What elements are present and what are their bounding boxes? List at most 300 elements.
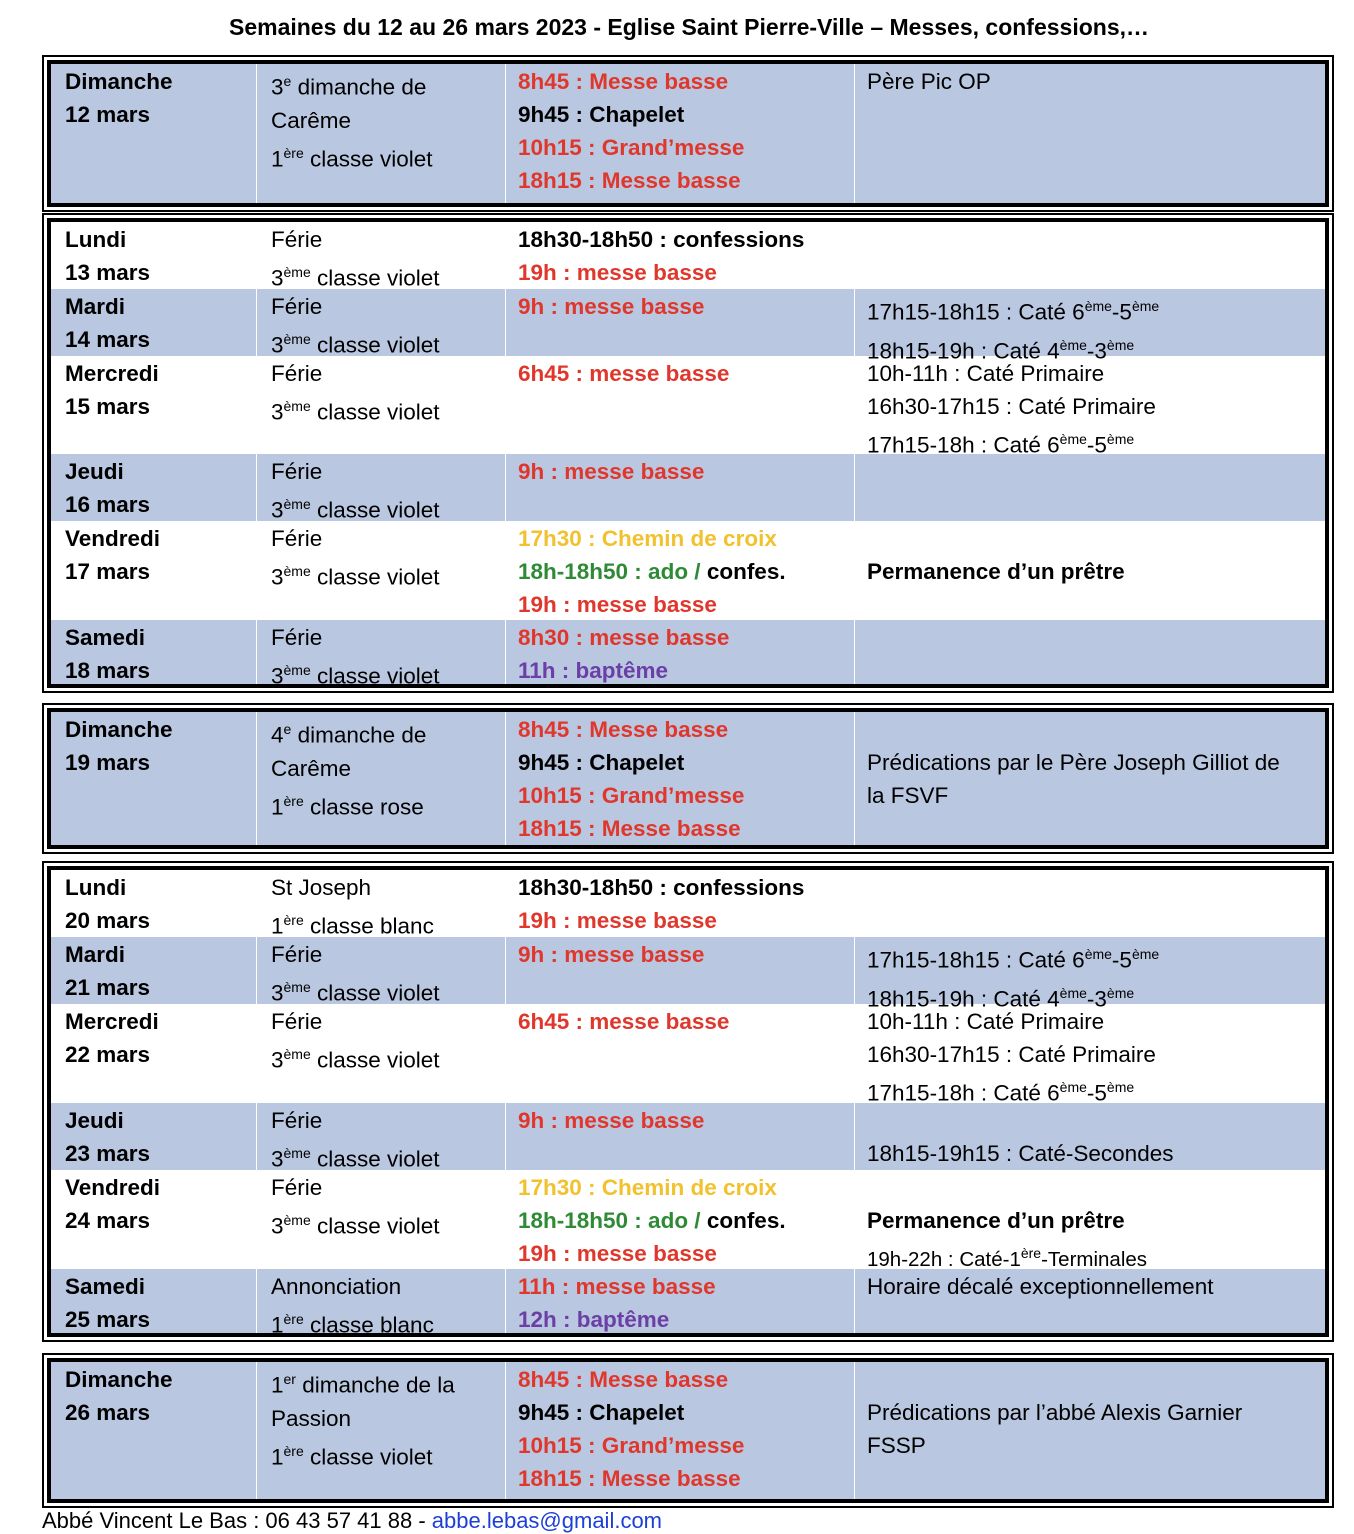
liturgy-line <box>271 223 505 256</box>
liturgy-line <box>271 65 505 104</box>
line-text: 19h-22h : Caté-1 <box>867 1247 1021 1271</box>
schedule-item <box>518 654 854 687</box>
day-date: 19 mars <box>65 750 151 775</box>
line-text: classe violet <box>310 1047 440 1073</box>
liturgy-line <box>271 290 505 323</box>
schedule-text: 18h30-18h50 : confessions <box>518 227 805 252</box>
liturgy-cell <box>256 1004 505 1103</box>
line-text: classe violet <box>303 146 433 171</box>
day-date: 26 mars <box>65 1400 151 1425</box>
day-name: Jeudi <box>65 459 124 484</box>
schedule-text: 18h-18h50 : ado / <box>518 1208 707 1233</box>
liturgy-cell <box>256 712 505 849</box>
day-date: 13 mars <box>65 260 151 285</box>
line-text: Férie <box>271 526 323 551</box>
line-text: 3 <box>271 74 284 100</box>
week-section <box>42 703 1334 854</box>
schedule-cell <box>505 870 854 937</box>
note-line <box>867 779 1325 812</box>
schedule-text: 10h15 : Grand’messe <box>518 135 745 160</box>
line-text: 1 <box>271 146 284 171</box>
line-text: Horaire décalé exceptionnellement <box>867 1274 1214 1299</box>
day-row <box>51 712 1325 849</box>
line-text: 3 <box>271 1213 284 1239</box>
day-cell <box>51 521 256 620</box>
schedule-cell <box>505 1269 854 1337</box>
schedule-text: 9h45 : Chapelet <box>518 750 685 775</box>
schedule-text: 17h30 : Chemin de croix <box>518 526 777 551</box>
line-text: St Joseph <box>271 875 372 900</box>
section-inner <box>47 1358 1329 1503</box>
schedule-item <box>518 871 854 904</box>
schedule-item <box>518 131 854 164</box>
superscript: ère <box>283 912 304 928</box>
schedule-item <box>518 1363 854 1396</box>
line-text: 3 <box>271 1146 284 1172</box>
schedule-text: 12h : baptême <box>518 1307 670 1332</box>
line-text: 3 <box>271 564 284 590</box>
line-text: Férie <box>271 294 323 319</box>
superscript: ème <box>283 1046 311 1062</box>
schedule-cell <box>505 1004 854 1103</box>
schedule-item <box>518 256 854 289</box>
line-text: Férie <box>271 625 323 650</box>
notes-cell <box>854 937 1325 1011</box>
line-text: 1 <box>271 794 284 819</box>
footer-email-link[interactable]: abbe.lebas@gmail.com <box>431 1508 663 1533</box>
schedule-cell <box>505 356 854 454</box>
week-section <box>42 1353 1334 1508</box>
superscript: ème <box>1059 1079 1087 1095</box>
line-text: 4 <box>271 722 284 748</box>
superscript: er <box>283 1371 296 1387</box>
schedule-item <box>518 98 854 131</box>
day-row <box>51 222 1325 289</box>
line-text: classe violet <box>310 399 440 425</box>
line-text: classe violet <box>310 980 440 1006</box>
liturgy-line <box>271 871 505 904</box>
line-text: dimanche de <box>291 722 427 748</box>
schedule-text: 9h45 : Chapelet <box>518 1400 685 1425</box>
liturgy-line <box>271 752 505 785</box>
superscript: ère <box>1020 1245 1042 1261</box>
day-cell <box>51 620 256 688</box>
schedule-text: 9h : messe basse <box>518 459 705 484</box>
schedule-text: 17h30 : Chemin de croix <box>518 1175 777 1200</box>
note-line <box>867 555 1325 588</box>
schedule-text: 18h15 : Messe basse <box>518 1466 741 1491</box>
line-text: 1 <box>271 1444 284 1469</box>
superscript: ème <box>1106 336 1135 353</box>
schedule-item <box>518 555 854 588</box>
liturgy-cell <box>256 1362 505 1503</box>
day-row <box>51 1170 1325 1269</box>
line-text: 3 <box>271 1047 284 1073</box>
superscript: ème <box>283 398 311 414</box>
schedule-text: 9h : messe basse <box>518 294 705 319</box>
day-date: 23 mars <box>65 1141 151 1166</box>
schedule-item <box>518 1303 854 1336</box>
day-row <box>51 620 1325 688</box>
day-row <box>51 289 1325 363</box>
line-text: Férie <box>271 1009 323 1034</box>
day-name: Lundi <box>65 875 127 900</box>
liturgy-line <box>271 1303 505 1337</box>
superscript: ème <box>1084 946 1112 962</box>
superscript: ème <box>283 662 311 678</box>
schedule-text: 8h30 : messe basse <box>518 625 730 650</box>
schedule-text: 19h : messe basse <box>518 260 717 285</box>
liturgy-cell <box>256 620 505 688</box>
day-row <box>51 521 1325 620</box>
day-name: Dimanche <box>65 69 173 94</box>
line-text: Prédications par le Père Joseph Gilliot de <box>867 750 1280 775</box>
schedule-item <box>518 746 854 779</box>
liturgy-cell <box>256 870 505 937</box>
schedule-cell <box>505 1362 854 1503</box>
schedule-item <box>518 1270 854 1303</box>
schedule-cell <box>505 1170 854 1269</box>
notes-cell <box>854 1269 1325 1337</box>
line-text: 16h30-17h15 : Caté Primaire <box>867 394 1156 419</box>
schedule-item <box>518 812 854 845</box>
superscript: ème <box>1106 431 1135 447</box>
line-text: Annonciation <box>271 1274 402 1299</box>
note-line <box>867 1204 1325 1237</box>
day-row <box>51 937 1325 1011</box>
day-date: 22 mars <box>65 1042 151 1067</box>
note-line <box>867 1270 1325 1303</box>
section-inner <box>47 866 1329 1337</box>
day-row <box>51 454 1325 521</box>
schedule-text: 10h15 : Grand’messe <box>518 783 745 808</box>
day-name: Dimanche <box>65 717 173 742</box>
schedule-item <box>518 65 854 98</box>
superscript: ème <box>1131 946 1160 962</box>
schedule-text: 19h : messe basse <box>518 592 717 617</box>
liturgy-line <box>271 455 505 488</box>
liturgy-cell <box>256 521 505 620</box>
line-text <box>867 526 873 551</box>
line-text: Permanence d’un prêtre <box>867 559 1125 584</box>
line-text: classe violet <box>310 1213 440 1239</box>
line-text: classe violet <box>310 1146 440 1172</box>
line-text: 16h30-17h15 : Caté Primaire <box>867 1042 1156 1067</box>
superscript: ème <box>283 331 311 347</box>
line-text: Férie <box>271 227 323 252</box>
line-text: Férie <box>271 459 323 484</box>
line-text <box>867 717 873 742</box>
notes-cell <box>854 620 1325 688</box>
day-cell <box>51 1004 256 1103</box>
superscript: ème <box>1059 336 1087 353</box>
superscript: ème <box>1084 298 1112 314</box>
line-text: -5 <box>1086 432 1107 458</box>
notes-cell <box>854 1362 1325 1503</box>
liturgy-cell <box>256 1103 505 1170</box>
schedule-text: 8h45 : Messe basse <box>518 69 729 94</box>
superscript: ème <box>283 496 311 512</box>
day-row <box>51 1269 1325 1337</box>
line-text: classe violet <box>310 497 440 523</box>
schedule-cell <box>505 64 854 207</box>
liturgy-line <box>271 1270 505 1303</box>
day-name: Vendredi <box>65 526 161 551</box>
line-text: 10h-11h : Caté Primaire <box>867 361 1105 386</box>
schedule-item <box>518 1005 854 1038</box>
note-line <box>867 1104 1325 1137</box>
schedule-item <box>518 938 854 971</box>
day-date: 15 mars <box>65 394 151 419</box>
superscript: ème <box>283 264 311 280</box>
line-text: classe violet <box>303 1444 433 1469</box>
line-text: 3 <box>271 265 284 291</box>
liturgy-line <box>271 522 505 555</box>
schedule-text: 19h : messe basse <box>518 1241 717 1266</box>
day-name: Vendredi <box>65 1175 161 1200</box>
line-text: 10h-11h : Caté Primaire <box>867 1009 1105 1034</box>
day-cell <box>51 222 256 289</box>
day-cell <box>51 356 256 454</box>
schedule-cell <box>505 937 854 1004</box>
day-cell <box>51 1269 256 1337</box>
schedule-text: 11h : baptême <box>518 658 669 683</box>
schedule-text: 18h30-18h50 : confessions <box>518 875 805 900</box>
liturgy-line <box>271 1171 505 1204</box>
schedule-item <box>518 1237 854 1270</box>
day-row <box>51 64 1325 207</box>
note-line <box>867 1171 1325 1204</box>
liturgy-line <box>271 1204 505 1243</box>
day-date: 18 mars <box>65 658 151 683</box>
line-text: 17h15-18h15 : Caté 6 <box>867 947 1085 973</box>
day-date: 16 mars <box>65 492 151 517</box>
note-line <box>867 1429 1325 1462</box>
line-text: 3 <box>271 980 284 1006</box>
superscript: e <box>283 73 292 89</box>
notes-cell <box>854 1170 1325 1269</box>
superscript: ème <box>283 563 311 579</box>
day-cell <box>51 937 256 1004</box>
line-text: Férie <box>271 1175 323 1200</box>
line-text: classe violet <box>310 663 440 688</box>
day-cell <box>51 1362 256 1503</box>
note-line <box>867 65 1325 98</box>
line-text: dimanche de la <box>295 1372 455 1398</box>
liturgy-cell <box>256 222 505 289</box>
schedule-item <box>518 904 854 937</box>
line-text: 17h15-18h : Caté 6 <box>867 432 1060 458</box>
note-line <box>867 938 1325 977</box>
day-date: 20 mars <box>65 908 151 933</box>
schedule-item <box>518 1462 854 1495</box>
note-line <box>867 357 1325 390</box>
line-text: 3 <box>271 497 284 523</box>
day-row <box>51 356 1325 458</box>
notes-cell <box>854 454 1325 521</box>
schedule-item <box>518 713 854 746</box>
note-line <box>867 746 1325 779</box>
schedule-item <box>518 1396 854 1429</box>
notes-cell <box>854 222 1325 289</box>
liturgy-line <box>271 621 505 654</box>
liturgy-line <box>271 938 505 971</box>
superscript: ère <box>283 144 304 161</box>
line-text: Permanence d’un prêtre <box>867 1208 1125 1233</box>
schedule-item <box>518 223 854 256</box>
schedule-item <box>518 588 854 621</box>
liturgy-line <box>271 654 505 688</box>
liturgy-line <box>271 357 505 390</box>
notes-cell <box>854 1103 1325 1170</box>
schedule-item <box>518 357 854 390</box>
day-date: 14 mars <box>65 327 151 352</box>
line-text: 18h15-19h15 : Caté-Secondes <box>867 1141 1174 1166</box>
day-cell <box>51 454 256 521</box>
line-text: 3 <box>271 399 284 425</box>
note-line <box>867 1038 1325 1071</box>
line-text: FSSP <box>867 1433 926 1458</box>
line-text: classe blanc <box>303 913 434 939</box>
day-cell <box>51 712 256 849</box>
schedule-item <box>518 522 854 555</box>
week-section <box>42 861 1334 1342</box>
schedule-text: 18h15 : Messe basse <box>518 168 741 193</box>
schedule-cell <box>505 289 854 356</box>
liturgy-line <box>271 555 505 594</box>
schedule-cell <box>505 454 854 521</box>
day-cell <box>51 870 256 937</box>
line-text: Férie <box>271 1108 323 1133</box>
line-text: 18h15-19h : Caté 4 <box>867 986 1060 1011</box>
day-date: 21 mars <box>65 975 151 1000</box>
liturgy-line <box>271 1363 505 1402</box>
liturgy-line <box>271 1104 505 1137</box>
note-line <box>867 1396 1325 1429</box>
schedule-item <box>518 1429 854 1462</box>
day-cell <box>51 1170 256 1269</box>
schedule-text: 18h15 : Messe basse <box>518 816 741 841</box>
schedule-cell <box>505 222 854 289</box>
page-title: Semaines du 12 au 26 mars 2023 - Eglise Saint Pierre-Ville – Messes, confessions,… <box>228 14 1150 40</box>
line-text: classe violet <box>310 265 440 291</box>
schedule-text: 8h45 : Messe basse <box>518 1367 729 1392</box>
schedule-cell <box>505 712 854 849</box>
day-cell <box>51 64 256 207</box>
line-text: 3 <box>271 332 284 358</box>
schedule-item <box>518 621 854 654</box>
day-name: Mardi <box>65 942 126 967</box>
superscript: ème <box>283 979 311 995</box>
superscript: e <box>283 721 292 737</box>
liturgy-cell <box>256 289 505 356</box>
line-text: Père Pic OP <box>867 69 991 94</box>
day-row <box>51 1362 1325 1503</box>
line-text: -5 <box>1111 299 1132 325</box>
day-name: Mardi <box>65 294 126 319</box>
line-text: Carême <box>271 755 352 781</box>
line-text: 17h15-18h : Caté 6 <box>867 1080 1060 1106</box>
line-text: Férie <box>271 942 323 967</box>
schedule-text: 6h45 : messe basse <box>518 1009 730 1034</box>
week-section <box>42 213 1334 693</box>
footer-contact <box>42 1508 662 1534</box>
line-text: 3 <box>271 663 284 688</box>
note-line <box>867 1363 1325 1396</box>
line-text: 17h15-18h15 : Caté 6 <box>867 299 1085 325</box>
line-text: dimanche de <box>291 74 427 100</box>
day-name: Mercredi <box>65 361 159 386</box>
day-row <box>51 870 1325 937</box>
line-text: classe violet <box>310 564 440 590</box>
superscript: ème <box>283 1145 311 1161</box>
liturgy-line <box>271 104 505 137</box>
notes-cell <box>854 356 1325 458</box>
liturgy-line <box>271 1038 505 1077</box>
liturgy-cell <box>256 64 505 207</box>
notes-cell <box>854 521 1325 620</box>
line-text: 1 <box>271 1312 284 1337</box>
liturgy-line <box>271 1435 505 1474</box>
day-name: Dimanche <box>65 1367 173 1392</box>
superscript: ème <box>1131 298 1160 314</box>
section-inner <box>47 708 1329 849</box>
note-line <box>867 713 1325 746</box>
line-text: -5 <box>1111 947 1132 973</box>
day-row <box>51 1004 1325 1106</box>
superscript: ème <box>1106 984 1135 1001</box>
superscript: ère <box>283 1311 304 1327</box>
liturgy-line <box>271 1005 505 1038</box>
note-line <box>867 290 1325 329</box>
liturgy-cell <box>256 937 505 1004</box>
schedule-text: 19h : messe basse <box>518 908 717 933</box>
note-line <box>867 1137 1325 1170</box>
week-section <box>42 55 1334 212</box>
schedule-text: confes. <box>706 559 786 584</box>
line-text: classe rose <box>303 794 424 819</box>
schedule-item <box>518 1171 854 1204</box>
schedule-text: 10h15 : Grand’messe <box>518 1433 745 1458</box>
day-name: Samedi <box>65 625 146 650</box>
schedule-text: 18h-18h50 : ado / <box>518 559 707 584</box>
schedule-text: 11h : messe basse <box>518 1274 716 1299</box>
section-inner <box>47 218 1329 688</box>
line-text: -5 <box>1086 1080 1107 1106</box>
line-text: la FSVF <box>867 783 949 808</box>
note-line <box>867 522 1325 555</box>
schedule-cell <box>505 521 854 620</box>
line-text: -3 <box>1086 986 1107 1011</box>
day-date: 24 mars <box>65 1208 151 1233</box>
day-name: Lundi <box>65 227 127 252</box>
schedule-cell <box>505 1103 854 1170</box>
line-text: classe blanc <box>303 1312 434 1337</box>
schedule-item <box>518 1204 854 1237</box>
schedule-cell <box>505 620 854 688</box>
day-cell <box>51 289 256 356</box>
liturgy-cell <box>256 1269 505 1337</box>
day-row <box>51 1103 1325 1170</box>
line-text: 18h15-19h : Caté 4 <box>867 338 1060 363</box>
liturgy-line <box>271 785 505 824</box>
superscript: ère <box>283 792 304 809</box>
line-text: classe violet <box>310 332 440 358</box>
day-date: 17 mars <box>65 559 151 584</box>
schedule-item <box>518 290 854 323</box>
day-name: Samedi <box>65 1274 146 1299</box>
line-text: Prédications par l’abbé Alexis Garnier <box>867 1400 1243 1425</box>
